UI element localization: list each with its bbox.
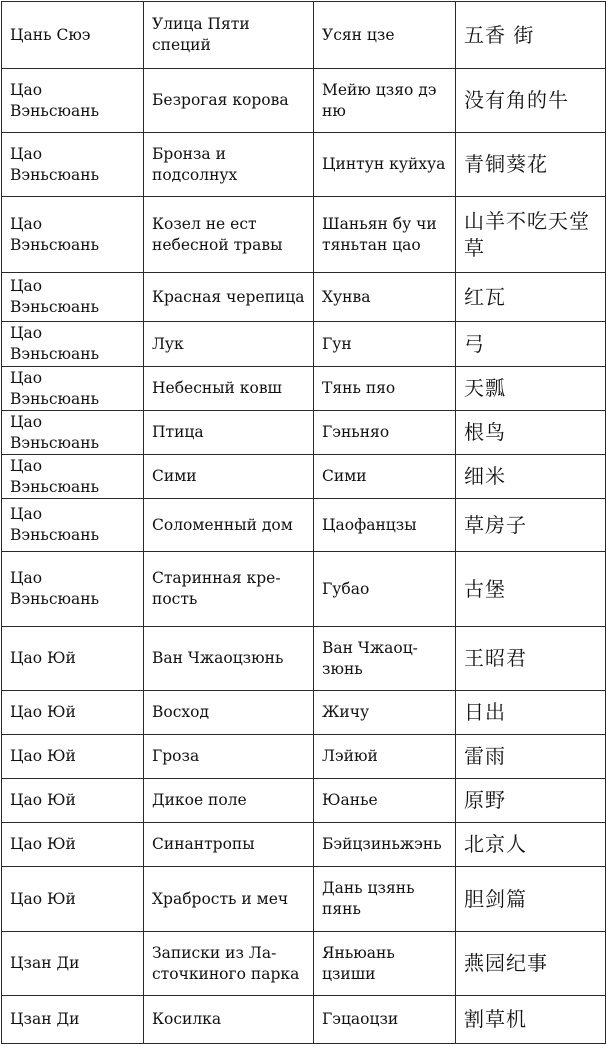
table-row [2,367,606,411]
table-row [2,322,606,367]
pinyin-cell: Гун [314,322,456,367]
pinyin-cell: Губао [314,552,456,627]
pinyin-cell: Ван Чжаоц-зюнь [314,627,456,691]
title-ru-cell: Гроза [144,735,314,779]
title-zh-cell: 王昭君 [456,627,606,691]
author-cell: Цао Вэньсюань [2,411,144,455]
author-cell: Цзан Ди [2,932,144,996]
table-row [2,691,606,735]
author-cell: Цао Вэньсюань [2,69,144,133]
author-cell: Цао Вэньсюань [2,133,144,197]
author-cell: Цао Юй [2,735,144,779]
title-zh-cell: 原野 [456,779,606,823]
pinyin-cell: Цаофанцзы [314,499,456,552]
title-ru-cell: Восход [144,691,314,735]
title-zh-cell: 青铜葵花 [456,133,606,197]
title-ru-cell: Небесный ковш [144,367,314,411]
title-ru-cell: Птица [144,411,314,455]
title-ru-cell: Записки из Ла-сточкиного парка [144,932,314,996]
title-zh-cell: 根鸟 [456,411,606,455]
author-cell: Цао Вэньсюань [2,552,144,627]
title-zh-cell: 山羊不吃天堂草 [456,197,606,273]
title-zh-cell: 燕园纪事 [456,932,606,996]
title-zh-cell: 细米 [456,455,606,499]
title-zh-cell: 红瓦 [456,273,606,322]
table-row [2,735,606,779]
pinyin-cell: Бэйцзиньжэнь [314,823,456,867]
title-zh-cell: 日出 [456,691,606,735]
author-cell: Цао Юй [2,823,144,867]
title-ru-cell: Старинная кре-пость [144,552,314,627]
table-row [2,273,606,322]
title-zh-cell: 雷雨 [456,735,606,779]
pinyin-cell: Хунва [314,273,456,322]
author-cell: Цао Вэньсюань [2,273,144,322]
author-cell: Цао Вэньсюань [2,367,144,411]
pinyin-cell: Сими [314,455,456,499]
table-row [2,996,606,1044]
table-row [2,133,606,197]
title-zh-cell: 北京人 [456,823,606,867]
author-cell: Цао Вэньсюань [2,322,144,367]
author-cell: Цзан Ди [2,996,144,1044]
table-row [2,823,606,867]
table-row [2,552,606,627]
pinyin-cell: Дань цзянь пянь [314,867,456,932]
title-zh-cell: 割草机 [456,996,606,1044]
title-zh-cell: 五香 街 [456,2,606,69]
pinyin-cell: Юанье [314,779,456,823]
author-cell: Цао Юй [2,867,144,932]
pinyin-cell: Гэцаоцзи [314,996,456,1044]
title-ru-cell: Косилка [144,996,314,1044]
table-row [2,2,606,69]
pinyin-cell: Яньюань цзиши [314,932,456,996]
table-row [2,197,606,273]
title-ru-cell: Бронза и подсолнух [144,133,314,197]
table-row [2,499,606,552]
author-cell: Цао Юй [2,627,144,691]
title-ru-cell: Козел не ест небесной травы [144,197,314,273]
title-zh-cell: 胆剑篇 [456,867,606,932]
author-cell: Цао Юй [2,779,144,823]
title-ru-cell: Соломенный дом [144,499,314,552]
pinyin-cell: Тянь пяо [314,367,456,411]
title-ru-cell: Храбрость и меч [144,867,314,932]
pinyin-cell: Жичу [314,691,456,735]
title-zh-cell: 没有角的牛 [456,69,606,133]
title-zh-cell: 古堡 [456,552,606,627]
title-ru-cell: Лук [144,322,314,367]
title-ru-cell: Улица Пяти специй [144,2,314,69]
title-ru-cell: Дикое поле [144,779,314,823]
table-row [2,69,606,133]
table-row [2,627,606,691]
table-row [2,455,606,499]
title-ru-cell: Красная черепица [144,273,314,322]
pinyin-cell: Шаньян бу чи тяньтан цао [314,197,456,273]
author-cell: Цао Вэньсюань [2,455,144,499]
table-row [2,867,606,932]
table-body [2,2,606,1044]
title-ru-cell: Синантропы [144,823,314,867]
pinyin-cell: Цинтун куйхуа [314,133,456,197]
titles-table [1,1,606,1044]
title-zh-cell: 天瓢 [456,367,606,411]
author-cell: Цао Юй [2,691,144,735]
title-ru-cell: Безрогая корова [144,69,314,133]
title-zh-cell: 弓 [456,322,606,367]
title-ru-cell: Ван Чжаоцзюнь [144,627,314,691]
table-row [2,932,606,996]
pinyin-cell: Усян цзе [314,2,456,69]
pinyin-cell: Лэйюй [314,735,456,779]
pinyin-cell: Мейю цзяо дэ ню [314,69,456,133]
author-cell: Цао Вэньсюань [2,499,144,552]
author-cell: Цань Сюэ [2,2,144,69]
table-row [2,779,606,823]
pinyin-cell: Гэньняо [314,411,456,455]
author-cell: Цао Вэньсюань [2,197,144,273]
table-row [2,411,606,455]
title-zh-cell: 草房子 [456,499,606,552]
title-ru-cell: Сими [144,455,314,499]
